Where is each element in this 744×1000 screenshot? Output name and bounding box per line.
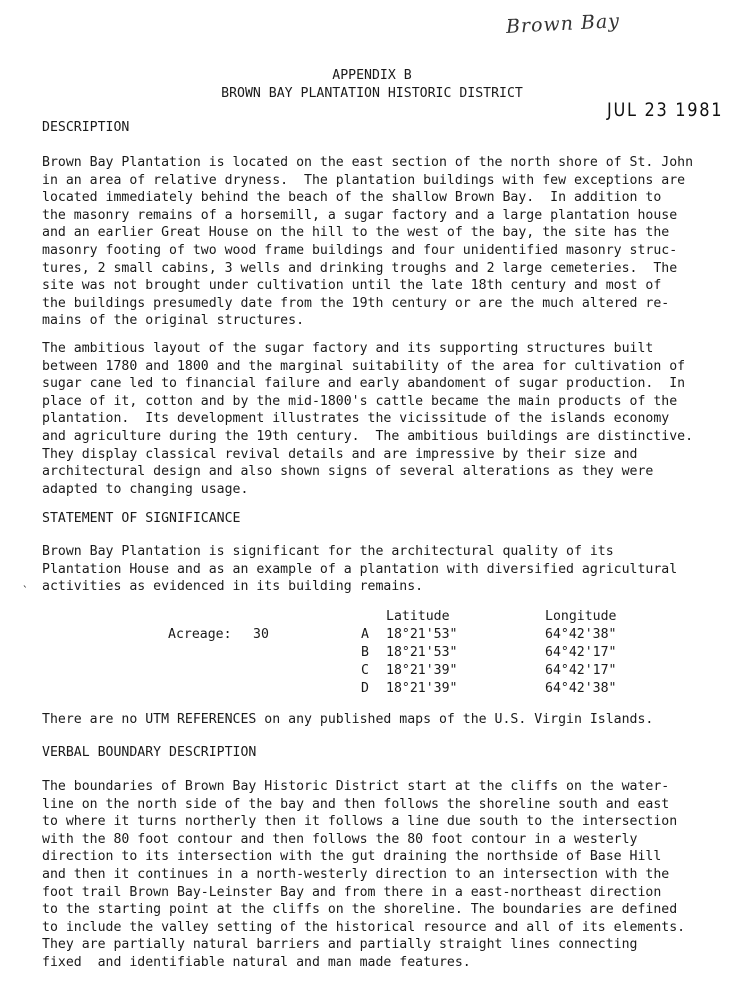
utm-note: There are no UTM REFERENCES on any published maps of the U.S. Virgin Islands. [42,712,654,727]
point-latitude: 18°21'39" [386,663,458,678]
boundary-heading: VERBAL BOUNDARY DESCRIPTION [42,745,257,760]
point-label: B [361,645,369,660]
date-stamp: JUL 23 1981 [607,99,724,121]
document-title: BROWN BAY PLANTATION HISTORIC DISTRICT [221,86,523,101]
description-paragraph-2: The ambitious layout of the sugar factory and its supporting structures built between 1780 and 1800 and the marginal suitability of the area for cultivation of sugar cane led to financial failure and early abandoment of sugar production. In place of it, cotton and by the mid-1800's cattle became the main products of the plantation. Its development illustrates the vicissitude of the islands economy and agriculture during the 19th century. The ambitious buildings are distinctive. They display classical revival details and are impressive by their size and architectural design and also shown signs of several alterations as they were adapted to changing usage. [42,341,694,497]
significance-paragraph: Brown Bay Plantation is significant for the architectural quality of its Plantation House and as an example of a plantation with diversified agricultural activities as evidenced in its building remains. [42,544,678,595]
longitude-header: Longitude [545,609,617,624]
point-longitude: 64°42'17" [545,663,617,678]
point-label: A [361,627,369,642]
appendix-label: APPENDIX B [332,68,412,83]
point-label: C [361,663,369,678]
point-longitude: 64°42'38" [545,627,617,642]
significance-heading: STATEMENT OF SIGNIFICANCE [42,511,241,526]
point-longitude: 64°42'17" [545,645,617,660]
point-label: D [361,681,369,696]
margin-mark: ` [22,584,29,597]
point-latitude: 18°21'53" [386,627,458,642]
acreage-value: 30 [253,627,269,642]
point-longitude: 64°42'38" [545,681,617,696]
handwritten-annotation: Brown Bay [505,10,621,38]
description-paragraph-1: Brown Bay Plantation is located on the east section of the north shore of St. John in an area of relative dryness. The plantation buildings with few exceptions are located immediately behind the beach of the shallow Brown Bay. In addition to the masonry remains of a horsemill, a sugar factory and a large plantation house and an earlier Great House on the hill to the west of the bay, the site has the masonry footing of two wood frame buildings and four unidentified masonry struc- tures, 2 small cabins, 3 wells and drinking troughs and 2 large cemeteries. The site was not brought under cultivation until the late 18th century and most of the buildings presumedly date from the 19th century or are the much altered re- mains of the original structures. [42,155,694,329]
acreage-label: Acreage: [168,627,232,642]
coordinates-table [0,608,744,696]
point-latitude: 18°21'53" [386,645,458,660]
latitude-header: Latitude [386,609,450,624]
boundary-paragraph: The boundaries of Brown Bay Historic District start at the cliffs on the water- line on the north side of the bay and then follows the shoreline south and east to where it turns northerly then it follows a line due south to the intersection with the 80 foot contour and then follows the 80 foot contour in a westerly direction to its intersection with the gut draining the northside of Base Hill and then it continues in a north-westerly direction to an intersection with the foot trail Brown Bay-Leinster Bay and from there in a east-northeast direction to the starting point at the cliffs on the shoreline. The boundaries are defined to include the valley setting of the historical resource and all of its elements. They are partially natural barriers and partially straight lines connecting fixed and identifiable natural and man made features. [42,779,686,970]
description-heading: DESCRIPTION [42,120,130,135]
point-latitude: 18°21'39" [386,681,458,696]
